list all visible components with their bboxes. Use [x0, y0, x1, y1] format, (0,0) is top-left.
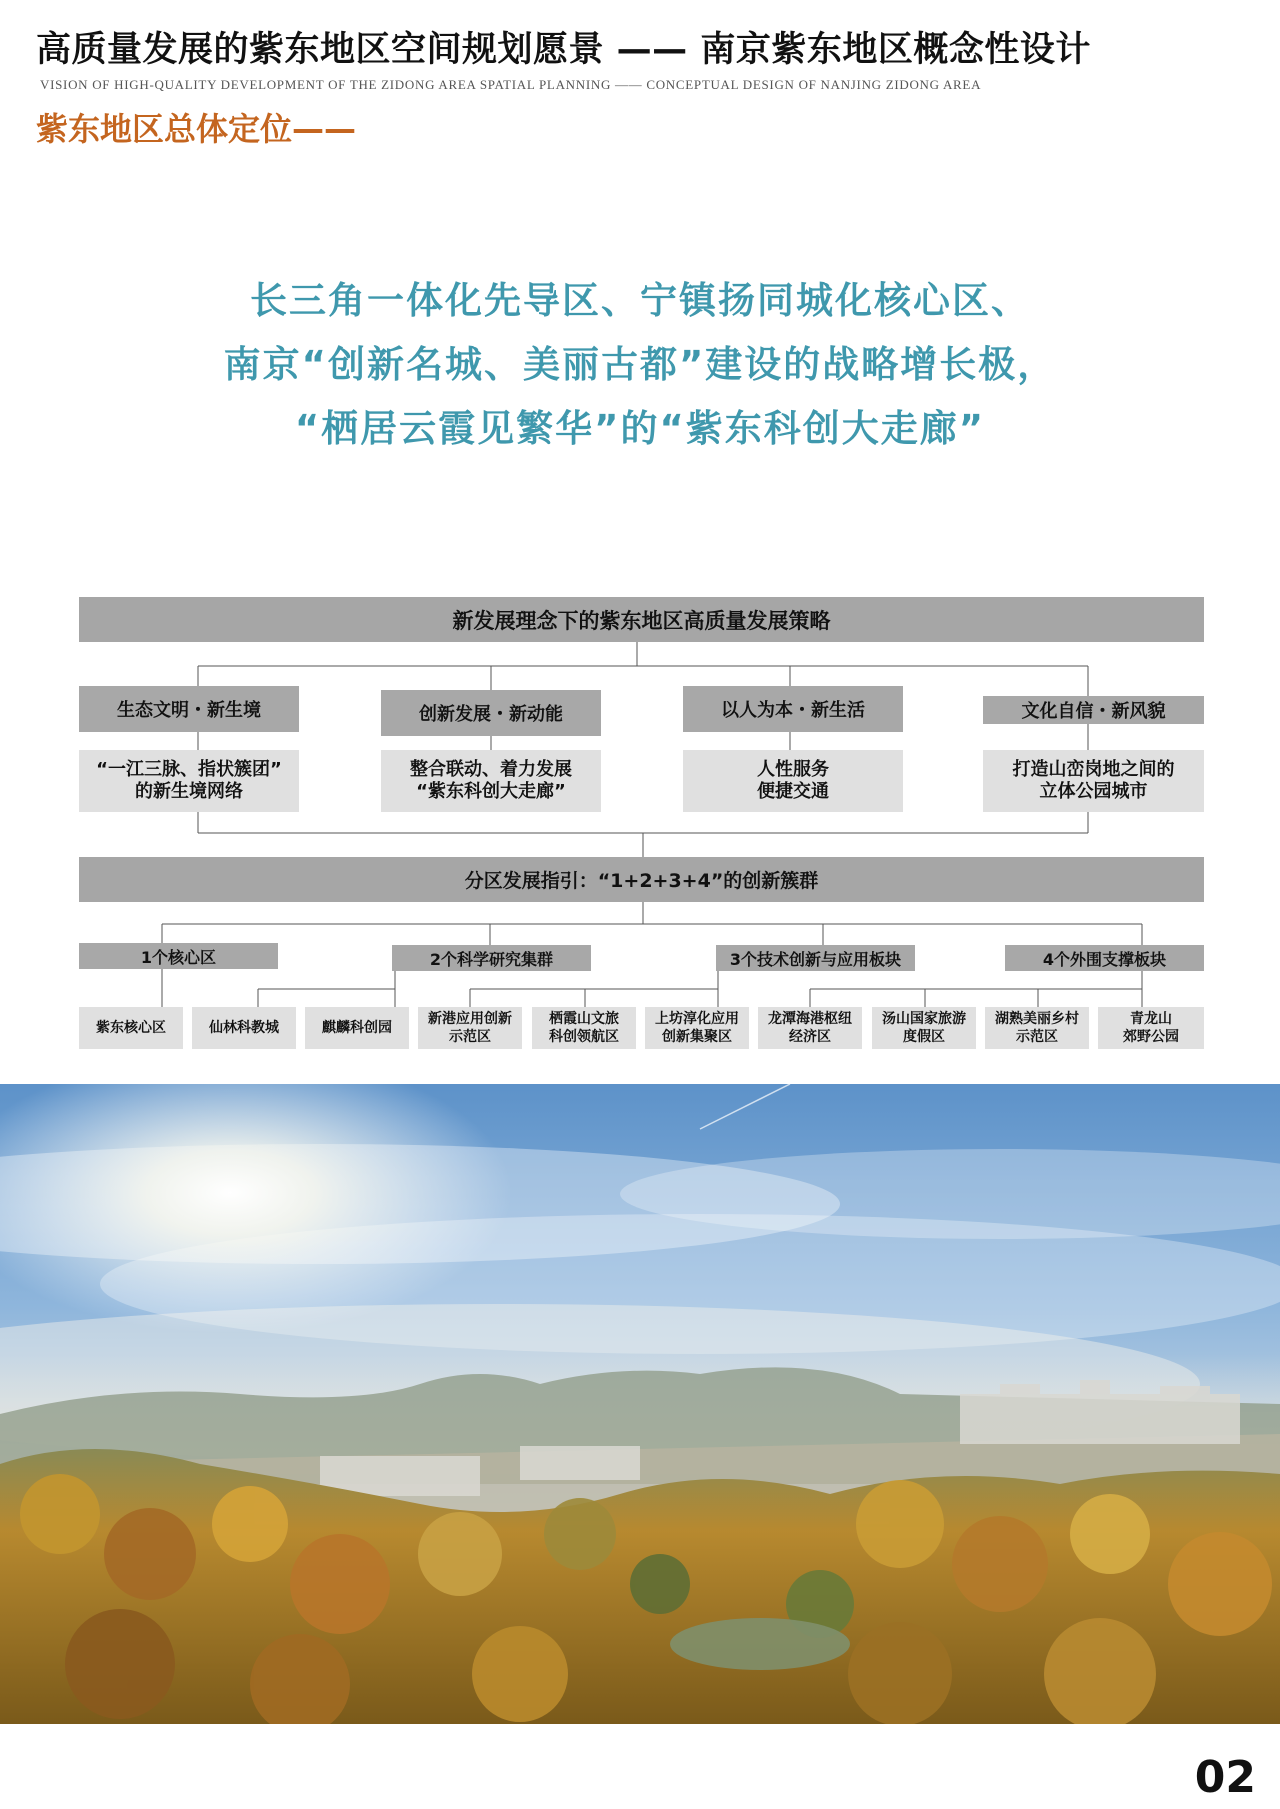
strategy-innovation-head: 创新发展・新动能 — [381, 690, 601, 736]
leaf-label-line-1: 上坊淳化应用 — [655, 1011, 739, 1027]
group-core-zone: 1个核心区 — [79, 943, 278, 969]
leaf-zidong-core — [79, 1007, 183, 1049]
leaf-qixiashan — [532, 1007, 636, 1049]
positioning-line-1: 长三角一体化先导区、宁镇扬同城化核心区、 — [250, 279, 1030, 322]
strategy-ecology-line-1: “一江三脉、指状簇团” — [96, 759, 282, 780]
group-science-clusters: 2个科学研究集群 — [392, 945, 591, 971]
leaf-label-line-2: 经济区 — [789, 1029, 831, 1045]
strategy-culture-line-1: 打造山峦岗地之间的 — [1012, 759, 1175, 780]
leaf-shangfang-chunhua — [645, 1007, 749, 1049]
leaf-label-line-2: 郊野公园 — [1123, 1029, 1179, 1045]
strategy-culture-body — [983, 750, 1204, 812]
leaf-label-line-1: 新港应用创新 — [428, 1011, 512, 1027]
zoning-title-bar: 分区发展指引：“1+2+3+4”的创新簇群 — [79, 857, 1204, 902]
landscape-photo — [0, 1084, 1280, 1724]
page-subtitle: VISION OF HIGH-QUALITY DEVELOPMENT OF THE ZIDONG AREA SPATIAL PLANNING —— CONCEPTUAL DESIGN OF NANJING ZIDONG AREA — [40, 77, 982, 92]
leaf-label: 麒麟科创园 — [322, 1020, 392, 1036]
positioning-line-3: “栖居云霞见繁华”的“紫东科创大走廊” — [294, 407, 986, 450]
strategy-people-body — [683, 750, 903, 812]
strategy-innovation-line-1: 整合联动、着力发展 — [410, 759, 572, 780]
strategy-ecology-head: 生态文明・新生境 — [79, 686, 299, 732]
leaf-label-line-1: 青龙山 — [1130, 1011, 1172, 1027]
leaf-label-line-1: 湖熟美丽乡村 — [995, 1011, 1079, 1027]
leaf-xianlin — [192, 1007, 296, 1049]
leaf-label: 仙林科教城 — [209, 1020, 279, 1036]
leaf-label: 紫东核心区 — [96, 1020, 166, 1036]
leaf-label-line-1: 龙潭海港枢纽 — [768, 1011, 852, 1027]
strategy-people-line-2: 便捷交通 — [757, 781, 829, 802]
leaf-label-line-2: 科创领航区 — [549, 1029, 619, 1045]
positioning-line-2: 南京“创新名城、美丽古都”建设的战略增长极， — [223, 343, 1057, 386]
leaf-label-line-2: 示范区 — [449, 1029, 491, 1045]
strategy-innovation-line-2: “紫东科创大走廊” — [416, 781, 566, 802]
group-tech-application: 3个技术创新与应用板块 — [716, 945, 915, 971]
leaf-hushu — [985, 1007, 1089, 1049]
strategy-culture-line-2: 立体公园城市 — [1039, 781, 1148, 802]
leaf-tangshan — [872, 1007, 976, 1049]
strategy-title-bar: 新发展理念下的紫东地区高质量发展策略 — [79, 597, 1204, 642]
page-number: 02 — [1194, 1752, 1256, 1803]
group-peripheral-support: 4个外围支撑板块 — [1005, 945, 1204, 971]
leaf-xingang — [418, 1007, 522, 1049]
leaf-qinglongshan — [1098, 1007, 1204, 1049]
leaf-label-line-1: 汤山国家旅游 — [882, 1011, 966, 1027]
leaf-longtan — [758, 1007, 862, 1049]
page-title: 高质量发展的紫东地区空间规划愿景 —— 南京紫东地区概念性设计 — [36, 30, 1091, 70]
leaf-label-line-2: 创新集聚区 — [662, 1029, 732, 1045]
strategy-ecology-body — [79, 750, 299, 812]
leaf-label-line-1: 栖霞山文旅 — [549, 1011, 619, 1027]
leaf-label-line-2: 示范区 — [1016, 1029, 1058, 1045]
leaf-label-line-2: 度假区 — [903, 1029, 945, 1045]
strategy-culture-head: 文化自信・新风貌 — [983, 696, 1204, 724]
strategy-people-line-1: 人性服务 — [757, 759, 829, 780]
strategy-ecology-line-2: 的新生境网络 — [135, 781, 243, 802]
strategy-innovation-body — [381, 750, 601, 812]
leaf-qilin — [305, 1007, 409, 1049]
section-heading: 紫东地区总体定位—— — [36, 110, 357, 148]
strategy-people-head: 以人为本・新生活 — [683, 686, 903, 732]
